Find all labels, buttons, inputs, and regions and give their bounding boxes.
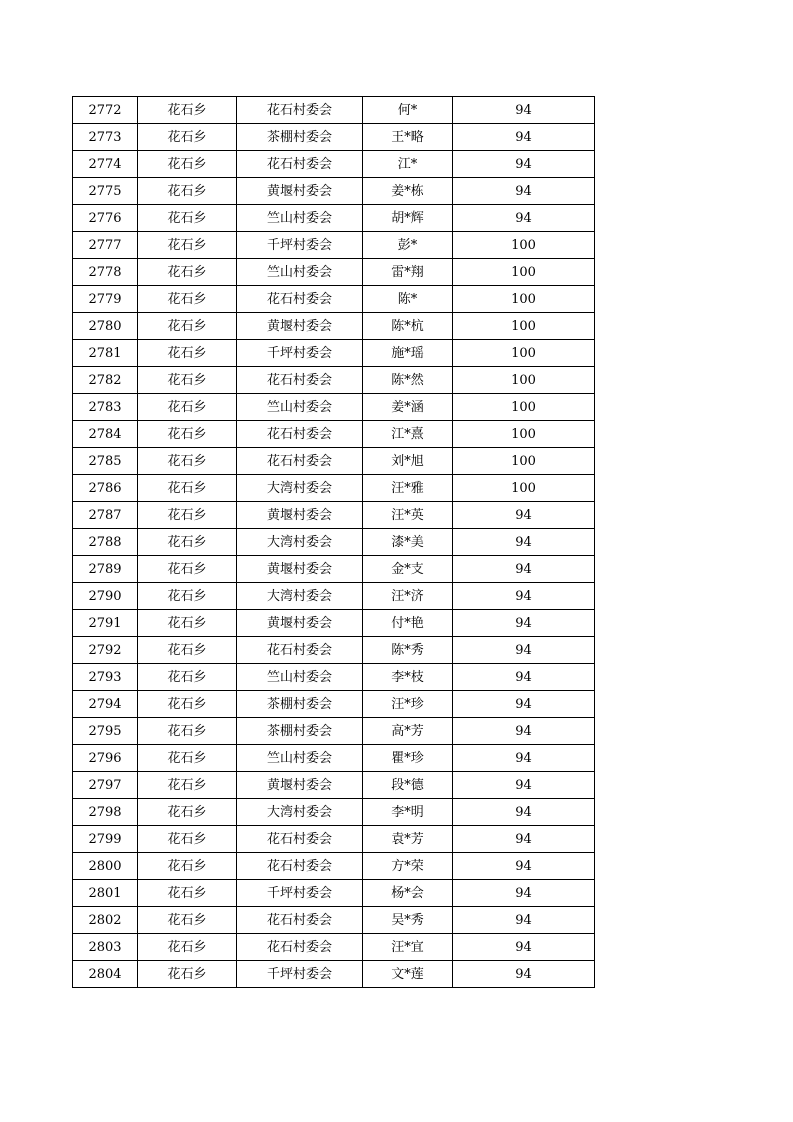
village-committee-cell: 千坪村委会 xyxy=(237,232,363,259)
township-cell: 花石乡 xyxy=(138,853,237,880)
score-cell: 94 xyxy=(453,772,595,799)
row-number-cell: 2785 xyxy=(73,448,138,475)
name-cell: 文*莲 xyxy=(363,961,453,988)
township-cell: 花石乡 xyxy=(138,340,237,367)
township-cell: 花石乡 xyxy=(138,961,237,988)
township-cell: 花石乡 xyxy=(138,97,237,124)
township-cell: 花石乡 xyxy=(138,664,237,691)
table-row xyxy=(73,691,595,718)
name-cell: 高*芳 xyxy=(363,718,453,745)
name-cell: 姜*涵 xyxy=(363,394,453,421)
score-cell: 100 xyxy=(453,232,595,259)
row-number-cell: 2780 xyxy=(73,313,138,340)
village-committee-cell: 花石村委会 xyxy=(237,448,363,475)
table-row xyxy=(73,934,595,961)
name-cell: 汪*宜 xyxy=(363,934,453,961)
table-row xyxy=(73,394,595,421)
township-cell: 花石乡 xyxy=(138,232,237,259)
village-committee-cell: 千坪村委会 xyxy=(237,961,363,988)
row-number-cell: 2773 xyxy=(73,124,138,151)
township-cell: 花石乡 xyxy=(138,259,237,286)
score-cell: 94 xyxy=(453,151,595,178)
township-cell: 花石乡 xyxy=(138,151,237,178)
name-cell: 陈* xyxy=(363,286,453,313)
score-cell: 94 xyxy=(453,961,595,988)
name-cell: 胡*辉 xyxy=(363,205,453,232)
village-committee-cell: 茶棚村委会 xyxy=(237,691,363,718)
row-number-cell: 2799 xyxy=(73,826,138,853)
township-cell: 花石乡 xyxy=(138,475,237,502)
row-number-cell: 2786 xyxy=(73,475,138,502)
township-cell: 花石乡 xyxy=(138,529,237,556)
name-cell: 袁*芳 xyxy=(363,826,453,853)
table-row xyxy=(73,718,595,745)
township-cell: 花石乡 xyxy=(138,556,237,583)
row-number-cell: 2774 xyxy=(73,151,138,178)
score-cell: 100 xyxy=(453,421,595,448)
name-cell: 江*熹 xyxy=(363,421,453,448)
township-cell: 花石乡 xyxy=(138,448,237,475)
row-number-cell: 2778 xyxy=(73,259,138,286)
score-cell: 100 xyxy=(453,475,595,502)
row-number-cell: 2803 xyxy=(73,934,138,961)
row-number-cell: 2787 xyxy=(73,502,138,529)
table-row xyxy=(73,97,595,124)
village-committee-cell: 花石村委会 xyxy=(237,826,363,853)
village-committee-cell: 竺山村委会 xyxy=(237,394,363,421)
table-row xyxy=(73,178,595,205)
village-committee-cell: 黄堰村委会 xyxy=(237,502,363,529)
name-cell: 彭* xyxy=(363,232,453,259)
name-cell: 陈*秀 xyxy=(363,637,453,664)
township-cell: 花石乡 xyxy=(138,691,237,718)
table-row xyxy=(73,286,595,313)
village-committee-cell: 黄堰村委会 xyxy=(237,556,363,583)
score-cell: 94 xyxy=(453,907,595,934)
township-cell: 花石乡 xyxy=(138,367,237,394)
row-number-cell: 2793 xyxy=(73,664,138,691)
name-cell: 方*荣 xyxy=(363,853,453,880)
row-number-cell: 2802 xyxy=(73,907,138,934)
score-cell: 94 xyxy=(453,880,595,907)
township-cell: 花石乡 xyxy=(138,313,237,340)
township-cell: 花石乡 xyxy=(138,880,237,907)
village-committee-cell: 大湾村委会 xyxy=(237,529,363,556)
row-number-cell: 2804 xyxy=(73,961,138,988)
village-committee-cell: 花石村委会 xyxy=(237,637,363,664)
name-cell: 江* xyxy=(363,151,453,178)
name-cell: 汪*英 xyxy=(363,502,453,529)
village-committee-cell: 花石村委会 xyxy=(237,97,363,124)
table-row xyxy=(73,637,595,664)
name-cell: 金*支 xyxy=(363,556,453,583)
row-number-cell: 2798 xyxy=(73,799,138,826)
village-committee-cell: 黄堰村委会 xyxy=(237,610,363,637)
township-cell: 花石乡 xyxy=(138,718,237,745)
table-row xyxy=(73,799,595,826)
row-number-cell: 2776 xyxy=(73,205,138,232)
village-committee-cell: 竺山村委会 xyxy=(237,205,363,232)
name-cell: 漆*美 xyxy=(363,529,453,556)
table-row xyxy=(73,556,595,583)
table-row xyxy=(73,502,595,529)
name-cell: 汪*济 xyxy=(363,583,453,610)
score-cell: 100 xyxy=(453,394,595,421)
township-cell: 花石乡 xyxy=(138,178,237,205)
township-cell: 花石乡 xyxy=(138,826,237,853)
score-cell: 100 xyxy=(453,448,595,475)
table-row xyxy=(73,259,595,286)
township-cell: 花石乡 xyxy=(138,286,237,313)
village-committee-cell: 黄堰村委会 xyxy=(237,313,363,340)
table-row xyxy=(73,205,595,232)
name-cell: 汪*雅 xyxy=(363,475,453,502)
table-row xyxy=(73,340,595,367)
name-cell: 付*艳 xyxy=(363,610,453,637)
name-cell: 李*枝 xyxy=(363,664,453,691)
village-committee-cell: 竺山村委会 xyxy=(237,745,363,772)
row-number-cell: 2781 xyxy=(73,340,138,367)
village-committee-cell: 千坪村委会 xyxy=(237,880,363,907)
score-cell: 94 xyxy=(453,205,595,232)
score-cell: 94 xyxy=(453,97,595,124)
table-row xyxy=(73,421,595,448)
score-cell: 94 xyxy=(453,745,595,772)
name-cell: 姜*栋 xyxy=(363,178,453,205)
village-committee-cell: 茶棚村委会 xyxy=(237,718,363,745)
name-cell: 刘*旭 xyxy=(363,448,453,475)
score-cell: 94 xyxy=(453,502,595,529)
table-row xyxy=(73,313,595,340)
score-cell: 94 xyxy=(453,718,595,745)
township-cell: 花石乡 xyxy=(138,934,237,961)
row-number-cell: 2795 xyxy=(73,718,138,745)
table-row xyxy=(73,475,595,502)
row-number-cell: 2796 xyxy=(73,745,138,772)
row-number-cell: 2783 xyxy=(73,394,138,421)
village-committee-cell: 竺山村委会 xyxy=(237,664,363,691)
score-cell: 94 xyxy=(453,529,595,556)
township-cell: 花石乡 xyxy=(138,583,237,610)
score-cell: 94 xyxy=(453,826,595,853)
township-cell: 花石乡 xyxy=(138,205,237,232)
score-cell: 94 xyxy=(453,583,595,610)
table-row xyxy=(73,880,595,907)
table-row xyxy=(73,367,595,394)
village-committee-cell: 花石村委会 xyxy=(237,151,363,178)
name-cell: 施*瑶 xyxy=(363,340,453,367)
township-cell: 花石乡 xyxy=(138,772,237,799)
table-row xyxy=(73,772,595,799)
table-row xyxy=(73,664,595,691)
score-cell: 94 xyxy=(453,124,595,151)
score-cell: 94 xyxy=(453,853,595,880)
village-committee-cell: 大湾村委会 xyxy=(237,799,363,826)
score-cell: 94 xyxy=(453,691,595,718)
table-row xyxy=(73,151,595,178)
village-committee-cell: 花石村委会 xyxy=(237,934,363,961)
name-cell: 陈*然 xyxy=(363,367,453,394)
name-cell: 汪*珍 xyxy=(363,691,453,718)
township-cell: 花石乡 xyxy=(138,637,237,664)
row-number-cell: 2800 xyxy=(73,853,138,880)
village-committee-cell: 千坪村委会 xyxy=(237,340,363,367)
township-cell: 花石乡 xyxy=(138,394,237,421)
township-cell: 花石乡 xyxy=(138,421,237,448)
table-row xyxy=(73,961,595,988)
table-row xyxy=(73,853,595,880)
row-number-cell: 2797 xyxy=(73,772,138,799)
name-cell: 陈*杭 xyxy=(363,313,453,340)
township-cell: 花石乡 xyxy=(138,610,237,637)
row-number-cell: 2794 xyxy=(73,691,138,718)
township-cell: 花石乡 xyxy=(138,745,237,772)
township-cell: 花石乡 xyxy=(138,907,237,934)
village-committee-cell: 大湾村委会 xyxy=(237,475,363,502)
score-cell: 100 xyxy=(453,286,595,313)
village-committee-cell: 黄堰村委会 xyxy=(237,772,363,799)
score-cell: 100 xyxy=(453,340,595,367)
row-number-cell: 2777 xyxy=(73,232,138,259)
name-cell: 李*明 xyxy=(363,799,453,826)
table-row xyxy=(73,907,595,934)
row-number-cell: 2791 xyxy=(73,610,138,637)
row-number-cell: 2784 xyxy=(73,421,138,448)
score-cell: 94 xyxy=(453,799,595,826)
village-committee-cell: 花石村委会 xyxy=(237,853,363,880)
row-number-cell: 2782 xyxy=(73,367,138,394)
name-cell: 雷*翔 xyxy=(363,259,453,286)
village-committee-cell: 竺山村委会 xyxy=(237,259,363,286)
score-cell: 100 xyxy=(453,367,595,394)
score-cell: 100 xyxy=(453,259,595,286)
village-committee-cell: 花石村委会 xyxy=(237,367,363,394)
village-committee-cell: 花石村委会 xyxy=(237,286,363,313)
village-committee-cell: 黄堰村委会 xyxy=(237,178,363,205)
row-number-cell: 2789 xyxy=(73,556,138,583)
township-cell: 花石乡 xyxy=(138,502,237,529)
name-cell: 瞿*珍 xyxy=(363,745,453,772)
village-committee-cell: 大湾村委会 xyxy=(237,583,363,610)
name-cell: 何* xyxy=(363,97,453,124)
table-row xyxy=(73,529,595,556)
name-cell: 王*略 xyxy=(363,124,453,151)
row-number-cell: 2788 xyxy=(73,529,138,556)
score-cell: 94 xyxy=(453,637,595,664)
score-cell: 100 xyxy=(453,313,595,340)
score-cell: 94 xyxy=(453,556,595,583)
village-committee-cell: 花石村委会 xyxy=(237,421,363,448)
score-cell: 94 xyxy=(453,610,595,637)
township-cell: 花石乡 xyxy=(138,124,237,151)
score-cell: 94 xyxy=(453,664,595,691)
table-row xyxy=(73,610,595,637)
row-number-cell: 2801 xyxy=(73,880,138,907)
row-number-cell: 2772 xyxy=(73,97,138,124)
table-row xyxy=(73,826,595,853)
village-committee-cell: 茶棚村委会 xyxy=(237,124,363,151)
table-row xyxy=(73,124,595,151)
score-cell: 94 xyxy=(453,934,595,961)
table-row xyxy=(73,232,595,259)
row-number-cell: 2792 xyxy=(73,637,138,664)
roster-table-body xyxy=(73,97,595,988)
name-cell: 段*德 xyxy=(363,772,453,799)
row-number-cell: 2775 xyxy=(73,178,138,205)
row-number-cell: 2779 xyxy=(73,286,138,313)
village-committee-cell: 花石村委会 xyxy=(237,907,363,934)
table-row xyxy=(73,448,595,475)
table-row xyxy=(73,583,595,610)
table-row xyxy=(73,745,595,772)
name-cell: 杨*会 xyxy=(363,880,453,907)
score-cell: 94 xyxy=(453,178,595,205)
name-cell: 吴*秀 xyxy=(363,907,453,934)
row-number-cell: 2790 xyxy=(73,583,138,610)
township-cell: 花石乡 xyxy=(138,799,237,826)
roster-table xyxy=(72,96,595,988)
